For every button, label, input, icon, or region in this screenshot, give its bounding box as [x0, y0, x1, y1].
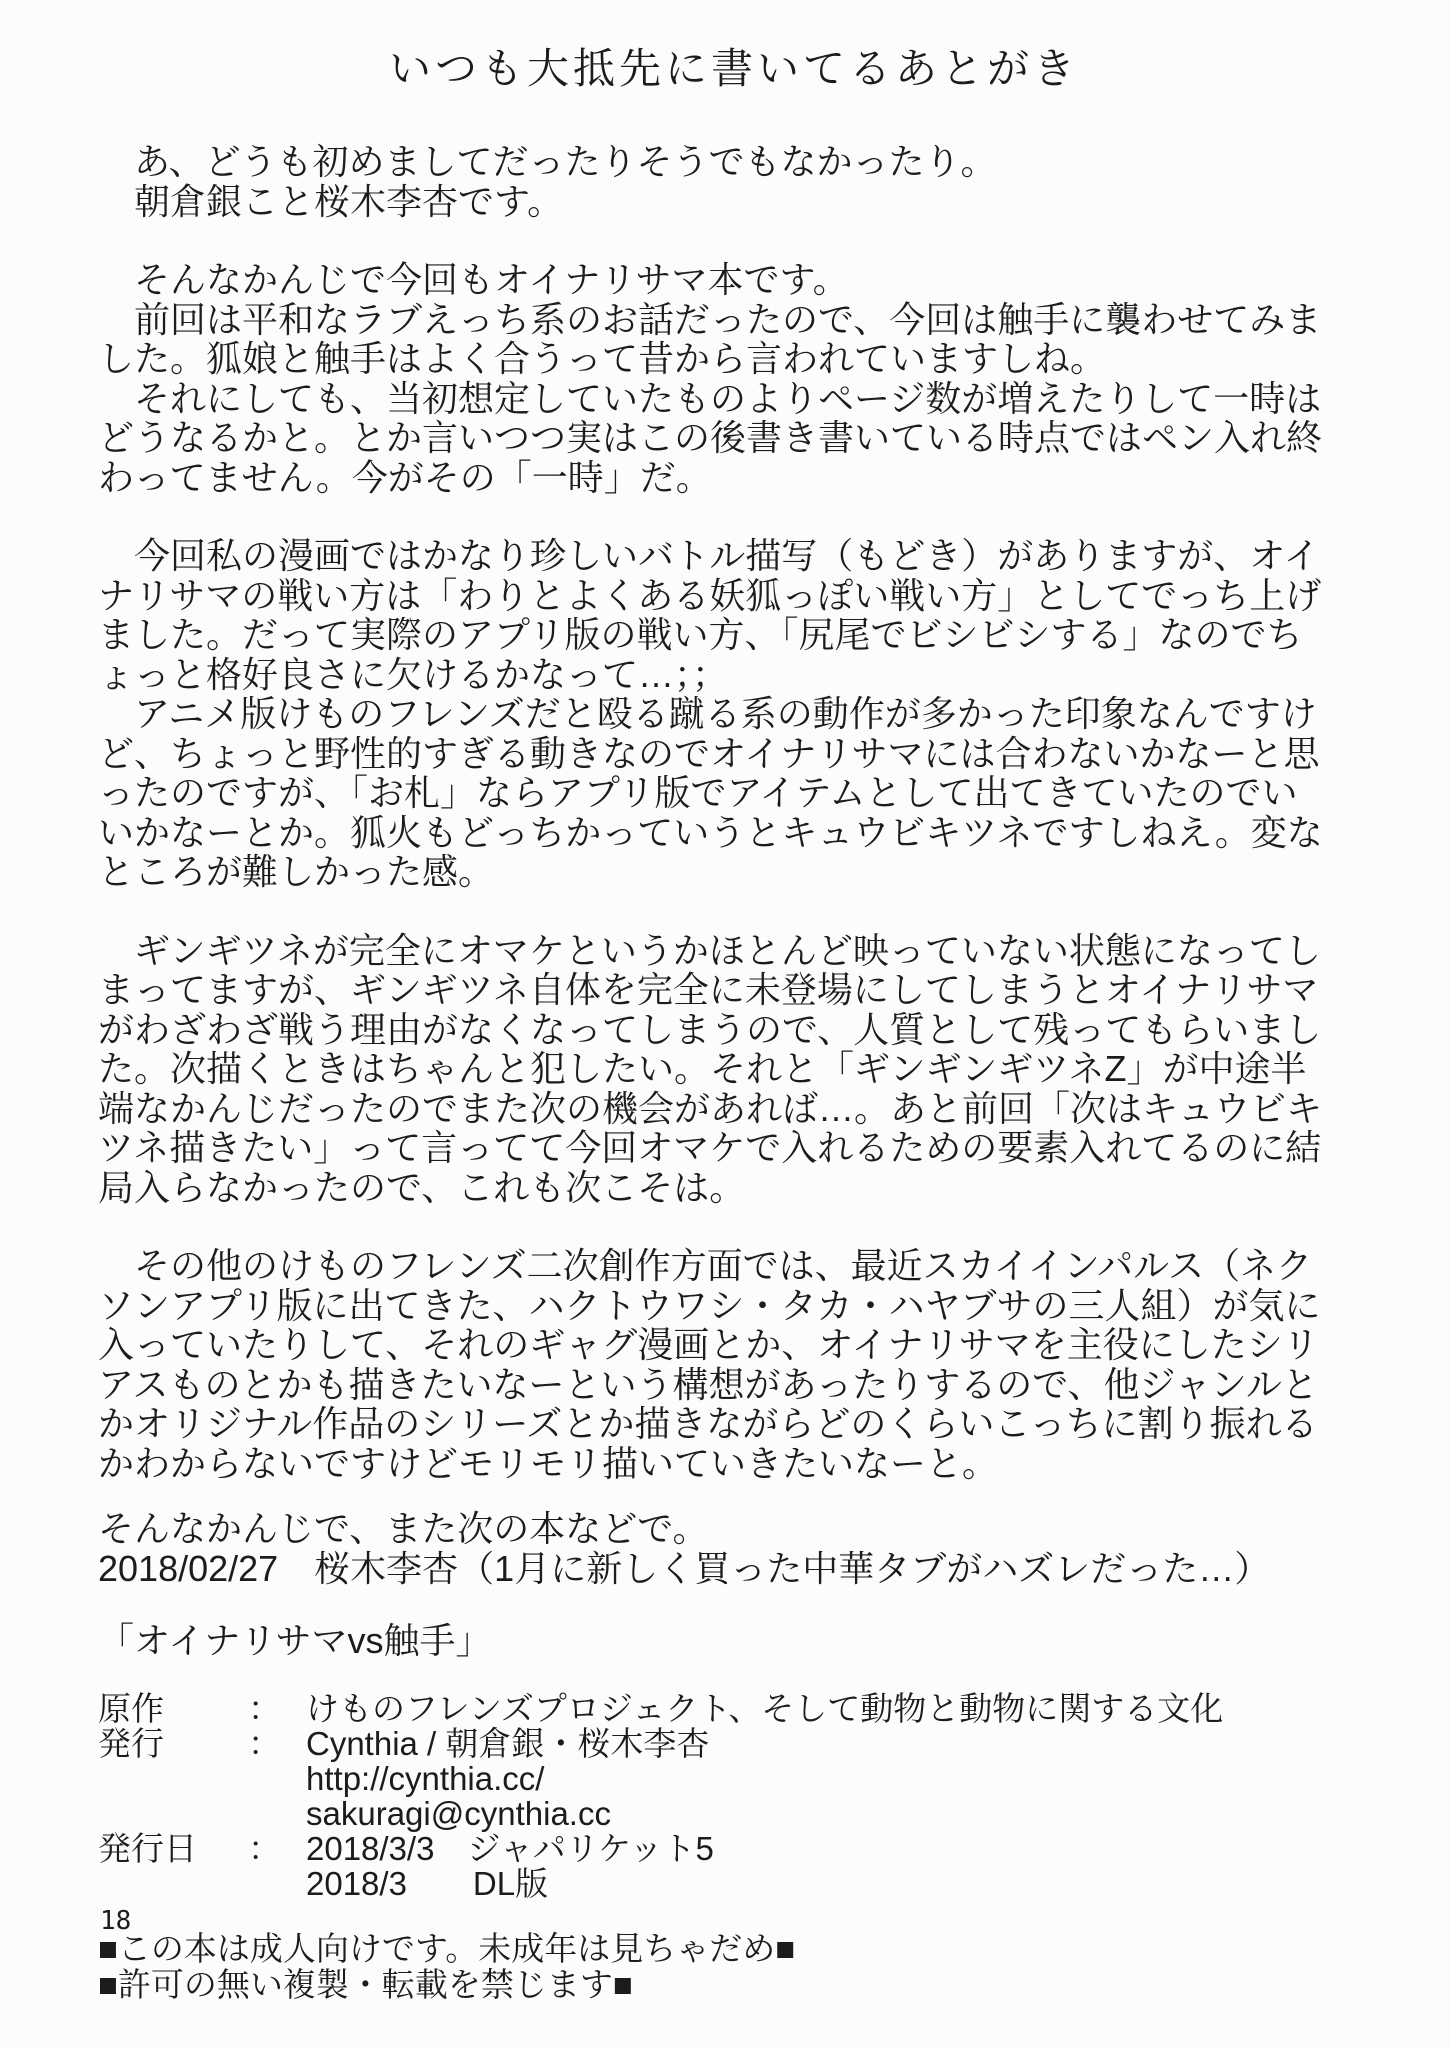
colophon-colon: ： [248, 1725, 281, 1762]
colophon-value: 2018/3/3 ジャパリケット5 [306, 1830, 714, 1867]
colophon-email: sakuragi@cynthia.cc [306, 1795, 611, 1832]
colophon-colon [248, 1796, 306, 1831]
text-line: 入っていたりして、それのギャグ漫画とか、オイナリサマを主役にしたシリ [98, 1324, 1319, 1365]
text-line: ソンアプリ版に出てきた、ハクトウワシ・タカ・ハヤブサの三人組）が気に [98, 1284, 1321, 1326]
text-line: ツネ描きたい」って言ってて今回オマケで入れるための要素入れてるのに結 [98, 1127, 1322, 1168]
text-line: ナリサマの戦い方は「わりとよくある妖狐っぽい戦い方」としてでっち上げ [98, 574, 1322, 616]
text-line: そんなかんじで今回もオイナリサマ本です。 [98, 259, 849, 300]
afterword-paragraph-3 [98, 536, 1370, 892]
afterword-paragraph-1 [98, 142, 1370, 221]
text-line: アニメ版けものフレンズだと殴る蹴る系の動作が多かった印象なんですけ [98, 693, 1317, 734]
colophon-row [98, 1866, 1370, 1901]
text-line: ったのですが、「お札」ならアプリ版でアイテムとして出てきていたのでい [98, 772, 1298, 813]
text-line: ところが難しかった感。 [98, 851, 495, 892]
colophon-row [98, 1831, 1370, 1866]
colophon-label: 発行 [98, 1725, 164, 1762]
text-line: ギンギツネが完全にオマケというかほとんど映っていない状態になってし [98, 929, 1321, 971]
closing-block [98, 1509, 1370, 1588]
date-signature-line: 2018/02/27 桜木李杏（1月に新しく買った中華タブがハズレだった…） [98, 1547, 1271, 1589]
adult-notice: ■この本は成人向けです。未成年は見ちゃだめ■ [98, 1930, 796, 1967]
colophon-value: けものフレンズプロジェクト、そして動物と動物に関する文化 [306, 1690, 1224, 1727]
text-line: ました。だって実際のアプリ版の戦い方、「尻尾でビシビシする」なのでち [98, 614, 1303, 655]
colophon-row [98, 1796, 1370, 1831]
text-line: 局入らなかったので、これも次こそは。 [98, 1166, 746, 1208]
colophon-label [98, 1796, 248, 1831]
colophon-row [98, 1761, 1370, 1796]
page-content [98, 0, 1370, 2003]
text-line: ょっと格好良さに欠けるかなって…；； [98, 653, 729, 695]
notices [98, 1931, 1370, 2003]
colophon-row [98, 1691, 1370, 1726]
afterword-paragraph-4 [98, 931, 1370, 1208]
colophon [98, 1691, 1370, 1901]
text-line: した。狐娘と触手はよく合うって昔から言われていますしね。 [98, 338, 1107, 379]
colophon-label: 発行日 [98, 1830, 197, 1867]
book-title: 「オイナリサマvs触手」 [98, 1620, 492, 1661]
colophon-value: Cynthia / 朝倉銀・桜木李杏 [306, 1725, 710, 1762]
text-line: いかなーとか。狐火もどっちかっていうとキュウビキツネですしねえ。変な [98, 811, 1323, 853]
text-line: その他のけものフレンズ二次創作方面では、最近スカイインパルス（ネク [98, 1245, 1313, 1286]
text-line: それにしても、当初想定していたものよりページ数が増えたりして一時は [98, 377, 1322, 419]
colophon-label [98, 1761, 248, 1796]
text-line: がわざわざ戦う理由がなくなってしまうので、人質として残ってもらいまし [98, 1008, 1322, 1050]
page-number: 18 [100, 1906, 132, 1936]
closing-line: そんなかんじで、また次の本などで。 [98, 1508, 709, 1549]
text-line: かオリジナル作品のシリーズとか描きながらどのくらいこっちに割り振れる [98, 1403, 1318, 1444]
text-line: 朝倉銀こと桜木李杏です。 [98, 180, 564, 222]
text-line: た。次描くときはちゃんと犯したい。それと「ギンギンギツネZ」が中途半 [98, 1048, 1307, 1089]
text-line: アスものとかも描きたいなーという構想があったりするので、他ジャンルと [98, 1363, 1318, 1405]
afterword-paragraph-2 [98, 260, 1370, 497]
text-line: 端なかんじだったのでまた次の機会があれば…。あと前回「次はキュウビキ [98, 1087, 1323, 1129]
text-line: まってますが、ギンギツネ自体を完全に未登場にしてしまうとオイナリサマ [98, 969, 1319, 1010]
text-line: あ、どうも初めましてだったりそうでもなかったり。 [98, 141, 997, 182]
copyright-notice: ■許可の無い複製・転載を禁じます■ [98, 1966, 633, 2003]
text-line: ど、ちょっと野性的すぎる動きなのでオイナリサマには合わないかなーと思 [98, 732, 1320, 774]
afterword-paragraph-5 [98, 1246, 1370, 1483]
text-line: わってません。今がその「一時」だ。 [98, 456, 712, 498]
colophon-colon [248, 1866, 306, 1901]
text-line: 今回私の漫画ではかなり珍しいバトル描写（もどき）がありますが、オイ [98, 535, 1320, 576]
text-line: かわからないですけどモリモリ描いていきたいなーと。 [98, 1442, 999, 1484]
colophon-url: http://cynthia.cc/ [306, 1760, 545, 1797]
colophon-label: 原作 [98, 1690, 164, 1727]
colophon-label [98, 1866, 248, 1901]
colophon-value: 2018/3 DL版 [306, 1865, 549, 1902]
colophon-colon: ： [248, 1830, 281, 1867]
colophon-row [98, 1726, 1370, 1761]
page-title: いつも大抵先に書いてるあとがき [388, 45, 1079, 92]
book-title-block [98, 1621, 1370, 1661]
colophon-colon: ： [248, 1690, 281, 1727]
text-line: 前回は平和なラブえっち系のお話だったので、今回は触手に襲わせてみま [98, 298, 1322, 340]
colophon-colon [248, 1761, 306, 1796]
text-line: どうなるかと。とか言いつつ実はこの後書き書いている時点ではペン入れ終 [98, 417, 1323, 458]
